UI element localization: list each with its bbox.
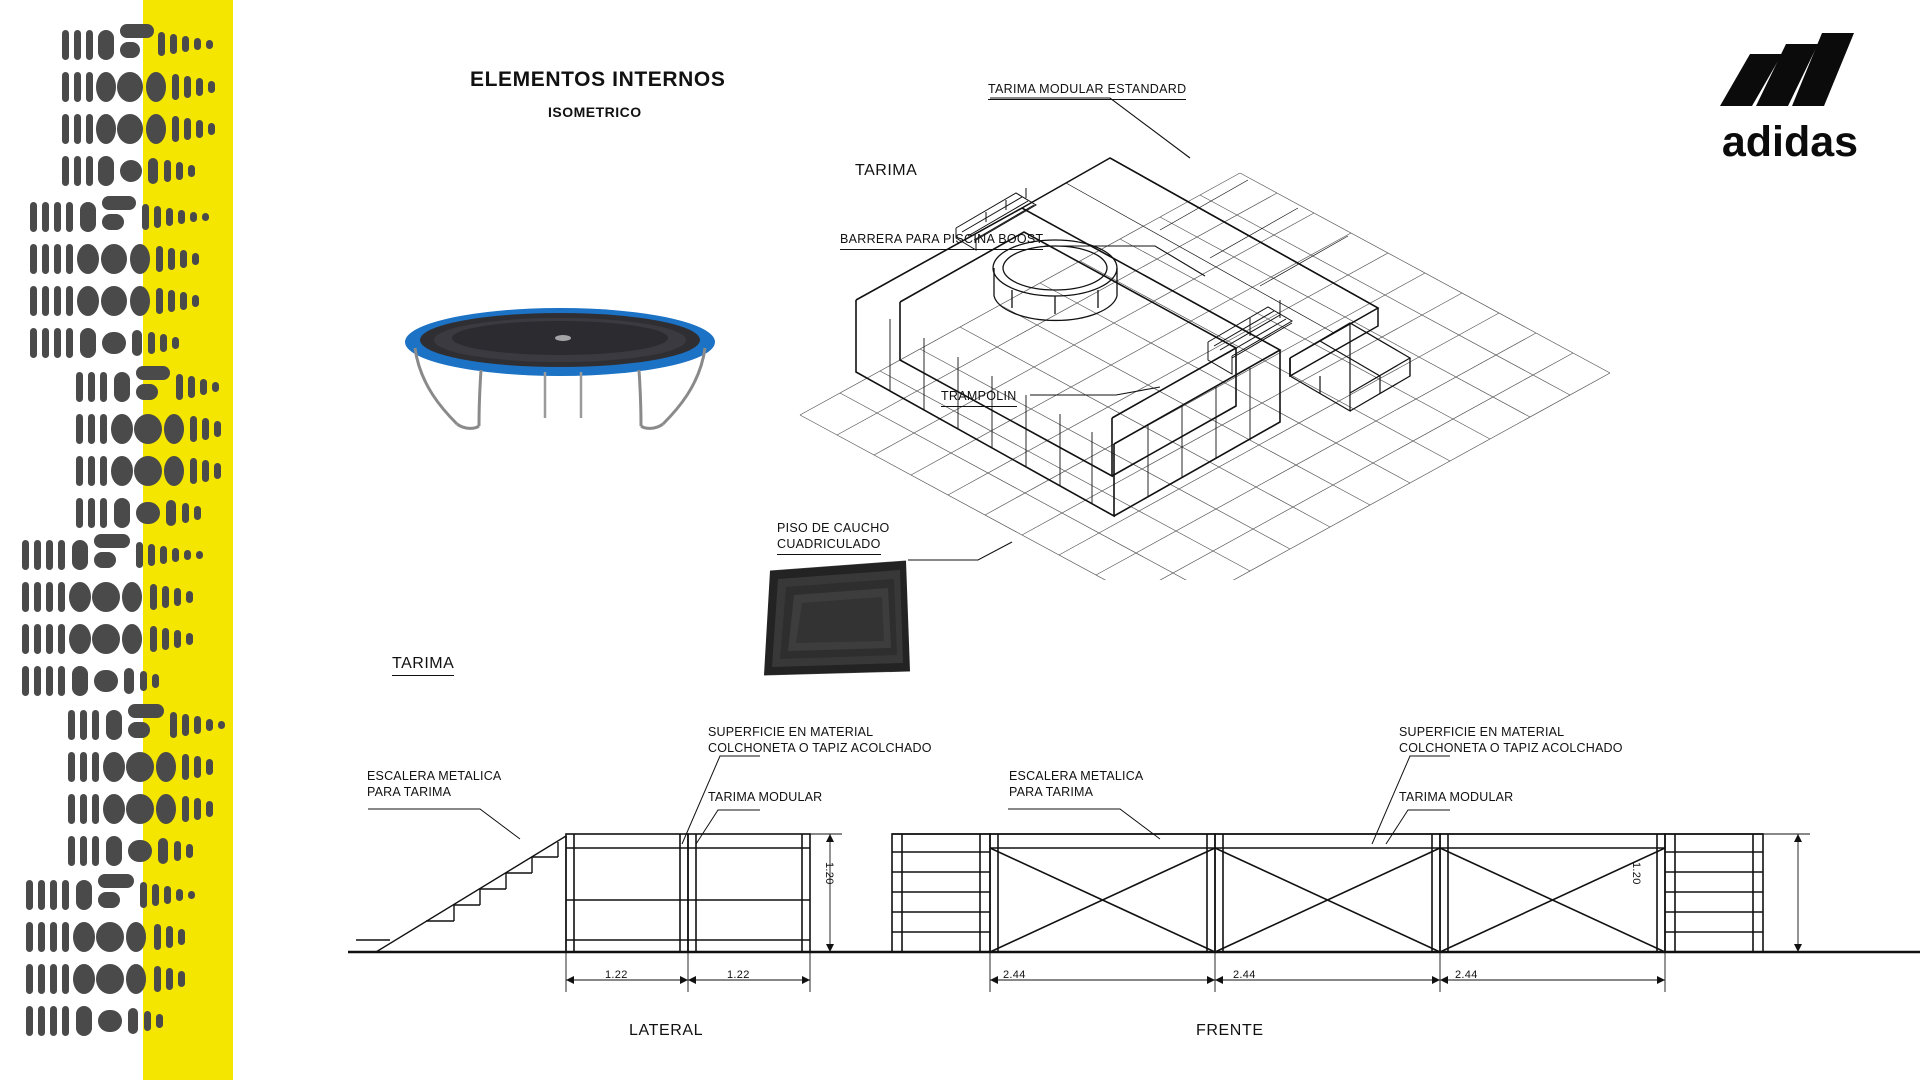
callout-superficie-frente-line2: COLCHONETA O TAPIZ ACOLCHADO (1399, 741, 1623, 756)
callout-escalera-lateral-line1: ESCALERA METALICA (367, 769, 502, 783)
leader-line-tarima-modular-lateral (660, 800, 770, 850)
left-decorative-band (0, 0, 300, 1080)
callout-piso-caucho-line2: CUADRICULADO (777, 536, 881, 554)
dimension-frente-height: 1.20 (1630, 862, 1642, 885)
leader-line-tarima-modular-frente (1350, 800, 1460, 850)
callout-tarima-modular-frente: TARIMA MODULAR (1399, 790, 1514, 804)
callout-superficie-lateral-line1: SUPERFICIE EN MATERIAL (708, 725, 874, 739)
callout-escalera-lateral-line2: PARA TARIMA (367, 785, 452, 800)
leader-line-barrera (1045, 240, 1215, 310)
page-subtitle: ISOMETRICO (548, 104, 642, 120)
dimension-lateral-bay-2: 1.22 (727, 969, 750, 981)
dimension-lateral-bay-1: 1.22 (605, 969, 628, 981)
leader-line-piso-caucho (908, 538, 1018, 578)
callout-escalera-metalica-frente (1009, 768, 1143, 801)
view-name-lateral: LATERAL (629, 1022, 704, 1039)
callout-superficie-lateral (708, 724, 932, 757)
adidas-logo (1690, 28, 1890, 178)
callout-escalera-frente-line1: ESCALERA METALICA (1009, 769, 1144, 783)
label-tarima-elevations: TARIMA (392, 655, 454, 676)
dimension-frente-bay-2: 2.44 (1233, 969, 1256, 981)
callout-trampolin: TRAMPOLIN (941, 389, 1017, 407)
callout-superficie-frente (1399, 724, 1623, 757)
callout-escalera-frente-line2: PARA TARIMA (1009, 785, 1094, 800)
leader-line-escalera-frente (1000, 795, 1200, 865)
adidas-wordmark: adidas (1721, 118, 1859, 166)
leader-line-trampolin (1030, 385, 1180, 435)
callout-piso-caucho-line1: PISO DE CAUCHO (777, 521, 890, 535)
dotted-pattern-graphic (0, 0, 300, 1080)
callout-superficie-lateral-line2: COLCHONETA O TAPIZ ACOLCHADO (708, 741, 932, 756)
callout-tarima-modular-lateral: TARIMA MODULAR (708, 790, 823, 804)
callout-tarima-modular-estandard: TARIMA MODULAR ESTANDARD (988, 82, 1186, 100)
callout-escalera-metalica-lateral (367, 768, 501, 801)
trampoline-illustration (395, 300, 725, 450)
dimension-frente-bay-3: 2.44 (1455, 969, 1478, 981)
dimension-lateral-height: 1.20 (823, 862, 835, 885)
callout-superficie-frente-line1: SUPERFICIE EN MATERIAL (1399, 725, 1565, 739)
dimension-frente-bay-1: 2.44 (1003, 969, 1026, 981)
page-title: ELEMENTOS INTERNOS (470, 68, 726, 91)
callout-barrera-piscina-boost: BARRERA PARA PISCINA BOOST (840, 232, 1043, 250)
label-tarima-isometric: TARIMA (855, 162, 918, 179)
view-name-frente: FRENTE (1196, 1022, 1264, 1039)
leader-line-escalera-lateral (360, 795, 560, 865)
callout-piso-caucho (777, 520, 890, 555)
